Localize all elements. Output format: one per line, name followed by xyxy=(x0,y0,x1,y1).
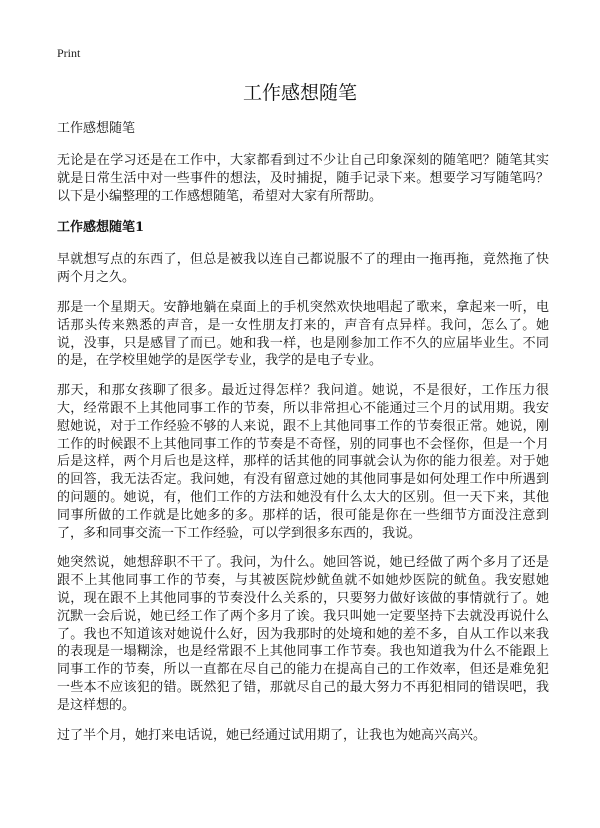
body-paragraph: 那天，和那女孩聊了很多。最近过得怎样？我问道。她说，不是很好，工作压力很大，经常跟不上其他同事工作的节奏，所以非常担心不能通过三个月的试用期。我安慰她说，对于工作经验不够的人来说，跟不上其他同事工作的节奏很正常。她说，刚工作的时候跟不上其他同事工作的节奏是不奇怪，别的同事也不会怪你，但是一个月后是这样，两个月后也是这样，那样的话其他的同事就会认为你的能力很差。对于她的回答，我无法否定。我问她，有没有留意过她的其他同事是如何处理工作中所遇到的问题的。她说，有，他们工作的方法和她没有什么太大的区别。但一天下来，其他同事所做的工作就是比她多的多。那样的话，很可能是你在一些细节方面没注意到了，多和同事交流一下工作经验，可以学到很多东西的，我说。 xyxy=(57,383,549,541)
article-subtitle: 工作感想随笔 xyxy=(57,121,136,136)
body-paragraph: 早就想写点的东西了，但总是被我以连自己都说服不了的理由一拖再拖，竟然拖了快两个月之久。 xyxy=(57,252,549,286)
page-title: 工作感想随笔 xyxy=(242,82,357,104)
print-link[interactable]: Print xyxy=(57,46,81,60)
article-body xyxy=(57,120,549,756)
intro-paragraph: 无论是在学习还是在工作中，大家都看到过不少让自己印象深刻的随笔吧？随笔其实就是日常生活中对一些事件的想法，及时捕捉，随手记录下来。想要学习写随笔吗？以下是小编整理的工作感想随笔，希望对大家有所帮助。 xyxy=(57,153,549,204)
body-paragraph: 过了半个月，她打来电话说，她已经通过试用期了，让我也为她高兴高兴。 xyxy=(57,727,487,743)
body-paragraph: 那是一个星期天。安静地躺在桌面上的手机突然欢快地唱起了歌来，拿起来一听，电话那头传来熟悉的声音，是一女性朋友打来的，声音有点异样。我问，怎么了。她说，没事，只是感冒了而已。她和我一样，也是刚参加工作不久的应届毕业生。不同的是，在学校里她学的是医学专业，我学的是电子专业。 xyxy=(57,299,549,369)
body-paragraph: 她突然说，她想辞职不干了。我问，为什么。她回答说，她已经做了两个多月了还是跟不上其他同事工作的节奏，与其被医院炒鱿鱼就不如她炒医院的鱿鱼。我安慰她说，现在跟不上其他同事的节奏没什么关系的，只要努力做好该做的事情就行了。她沉默一会后说，她已经工作了两个多月了诶。我只叫她一定要坚持下去就没再说什么了。我也不知道该对她说什么好，因为我那时的处境和她的差不多，自从工作以来我的表现是一塌糊涂，也是经常跟不上其他同事工作节奏。我也知道我为什么不能跟上同事工作的节奏，所以一直都在尽自己的能力在提高自己的工作效率，但还是难免犯一些本不应该犯的错。既然犯了错，那就尽自己的最大努力不再犯相同的错误吧，我是这样想的。 xyxy=(57,555,549,713)
section-heading: 工作感想随笔1 xyxy=(57,220,145,236)
